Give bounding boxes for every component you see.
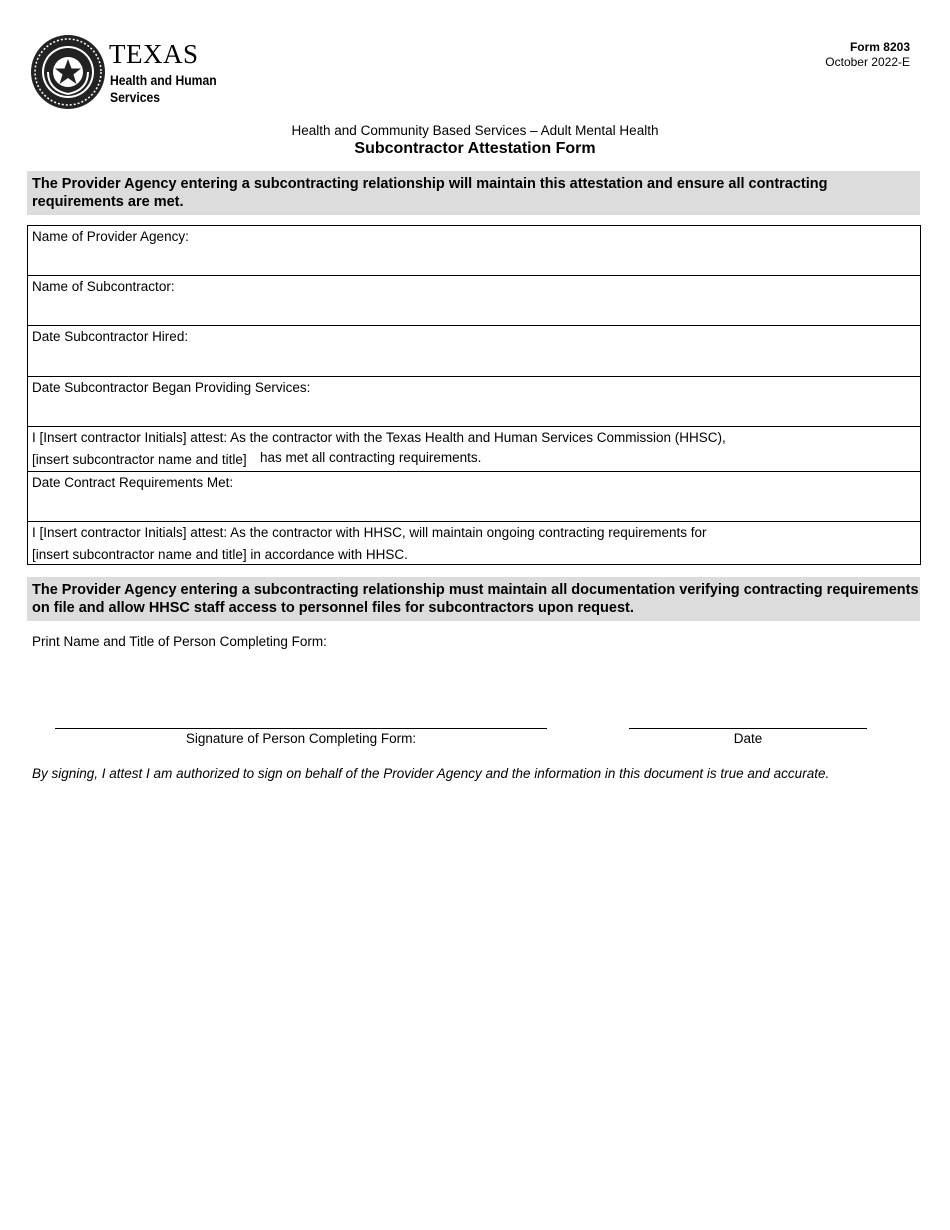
- signature-label: Signature of Person Completing Form:: [185, 731, 417, 746]
- form-number-block: [825, 40, 910, 70]
- form-revision: October 2022-E: [825, 55, 910, 69]
- page-title: Subcontractor Attestation Form: [354, 140, 596, 157]
- subcontractor-name-label: Name of Subcontractor:: [32, 279, 175, 294]
- attestation-row-2[interactable]: [28, 522, 920, 566]
- subcontractor-name-field[interactable]: [28, 276, 920, 326]
- provider-agency-label: Name of Provider Agency:: [32, 229, 189, 244]
- top-instruction-banner: The Provider Agency entering a subcontracting relationship will maintain this attestation and ensure all contracting requirements are met.: [27, 171, 920, 215]
- signature-line[interactable]: [55, 728, 547, 729]
- form-number: Form 8203: [849, 40, 910, 54]
- hhs-logo: [30, 34, 230, 112]
- attestation-2-line-1: I [Insert contractor Initials] attest: As the contractor with HHSC, will maintain ongoing contracting requirements for: [32, 525, 707, 540]
- logo-agency-text: Health and Human Services: [110, 73, 217, 105]
- print-name-label: Print Name and Title of Person Completing Form:: [32, 634, 327, 649]
- program-name: Health and Community Based Services – Adult Mental Health: [291, 123, 659, 138]
- attestation-2-line-2: [insert subcontractor name and title] in accordance with HHSC.: [32, 547, 408, 562]
- signing-attestation: By signing, I attest I am authorized to sign on behalf of the Provider Agency and the information in this document is true and accurate.: [32, 766, 830, 781]
- date-began-field[interactable]: [28, 377, 920, 427]
- texas-seal-icon: [30, 34, 106, 110]
- date-line[interactable]: [629, 728, 867, 729]
- logo-texas-text: TEXAS: [109, 39, 199, 69]
- date-began-label: Date Subcontractor Began Providing Services:: [32, 380, 311, 395]
- attestation-row-1[interactable]: [28, 427, 920, 472]
- date-hired-field[interactable]: [28, 326, 920, 377]
- subcontractor-name-title-placeholder: [insert subcontractor name and title]: [32, 452, 247, 467]
- date-requirements-met-field[interactable]: [28, 472, 920, 522]
- attestation-1-line-1: I [Insert contractor Initials] attest: As the contractor with the Texas Health and Human Services Commission (HHSC),: [32, 430, 726, 445]
- date-requirements-met-label: Date Contract Requirements Met:: [32, 475, 234, 490]
- date-hired-label: Date Subcontractor Hired:: [32, 329, 189, 344]
- bottom-instruction-banner: The Provider Agency entering a subcontracting relationship must maintain all documentation verifying contracting requirements on file and allow HHSC staff access to personnel files for subcontractors upon request.: [27, 577, 920, 621]
- attestation-1-line-2: has met all contracting requirements.: [260, 450, 482, 465]
- form-fields-table: [27, 225, 921, 565]
- provider-agency-field[interactable]: [28, 226, 920, 276]
- date-label: Date: [733, 731, 763, 746]
